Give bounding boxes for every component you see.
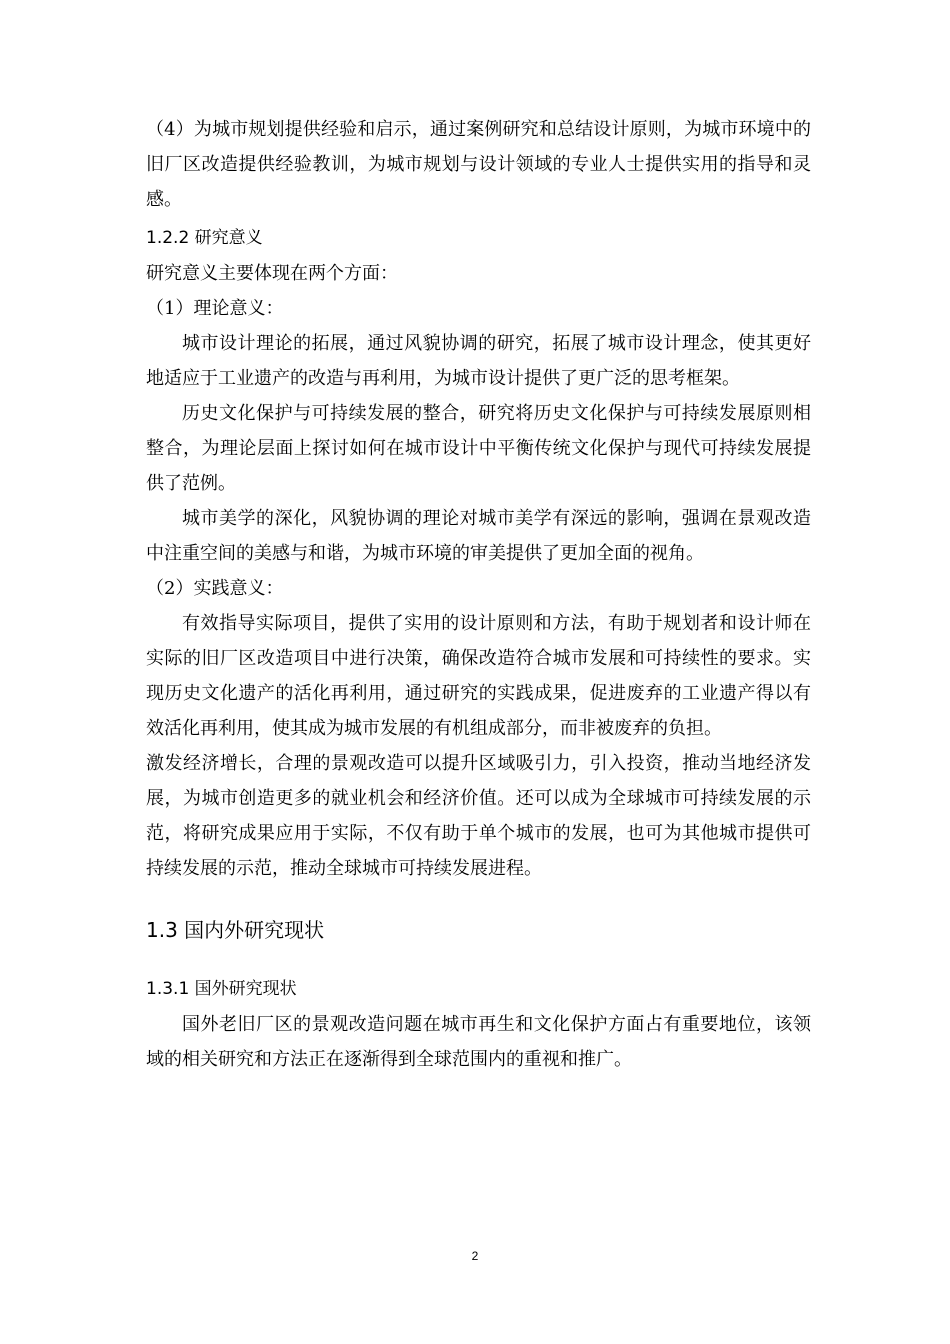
paragraph-theory-label: （1）理论意义： (146, 298, 284, 319)
paragraph-foreign-research: 国外老旧厂区的景观改造问题在城市再生和文化保护方面占有重要地位，该领域的相关研究和方法正在逐渐得到全球范围内的重视和推广。 (146, 1014, 811, 1070)
paragraph-theory-3: 城市美学的深化，风貌协调的理论对城市美学有深远的影响，强调在景观改造中注重空间的美感与和谐，为城市环境的审美提供了更加全面的视角。 (146, 508, 811, 564)
heading-1-2-2: 1.2.2 研究意义 (146, 228, 263, 248)
paragraph-practice-label: （2）实践意义： (146, 578, 284, 599)
paragraph-theory-2: 历史文化保护与可持续发展的整合，研究将历史文化保护与可持续发展原则相整合，为理论层面上探讨如何在城市设计中平衡传统文化保护与现代可持续发展提供了范例。 (146, 403, 811, 494)
paragraph-practice-1: 有效指导实际项目，提供了实用的设计原则和方法，有助于规划者和设计师在实际的旧厂区改造项目中进行决策，确保改造符合城市发展和可持续性的要求。实现历史文化遗产的活化再利用，通过研究的实践成果，促进废弃的工业遗产得以有效活化再利用，使其成为城市发展的有机组成部分，而非被废弃的负担。 (146, 613, 811, 739)
paragraph-practice-2: 激发经济增长，合理的景观改造可以提升区域吸引力，引入投资，推动当地经济发展，为城市创造更多的就业机会和经济价值。还可以成为全球城市可持续发展的示范，将研究成果应用于实际，不仅有助于单个城市的发展，也可为其他城市提供可持续发展的示范，推动全球城市可持续发展进程。 (146, 753, 811, 879)
paragraph-significance-intro: 研究意义主要体现在两个方面： (146, 263, 398, 284)
paragraph-item-4: （4）为城市规划提供经验和启示，通过案例研究和总结设计原则，为城市环境中的旧厂区改造提供经验教训，为城市规划与设计领域的专业人士提供实用的指导和灵感。 (146, 119, 811, 210)
page-number: 2 (471, 1249, 479, 1263)
page-body (146, 112, 811, 1077)
heading-1-3-1: 1.3.1 国外研究现状 (146, 979, 297, 999)
paragraph-theory-1: 城市设计理论的拓展，通过风貌协调的研究，拓展了城市设计理念，使其更好地适应于工业遗产的改造与再利用，为城市设计提供了更广泛的思考框架。 (146, 333, 811, 389)
heading-1-3: 1.3 国内外研究现状 (146, 918, 325, 942)
